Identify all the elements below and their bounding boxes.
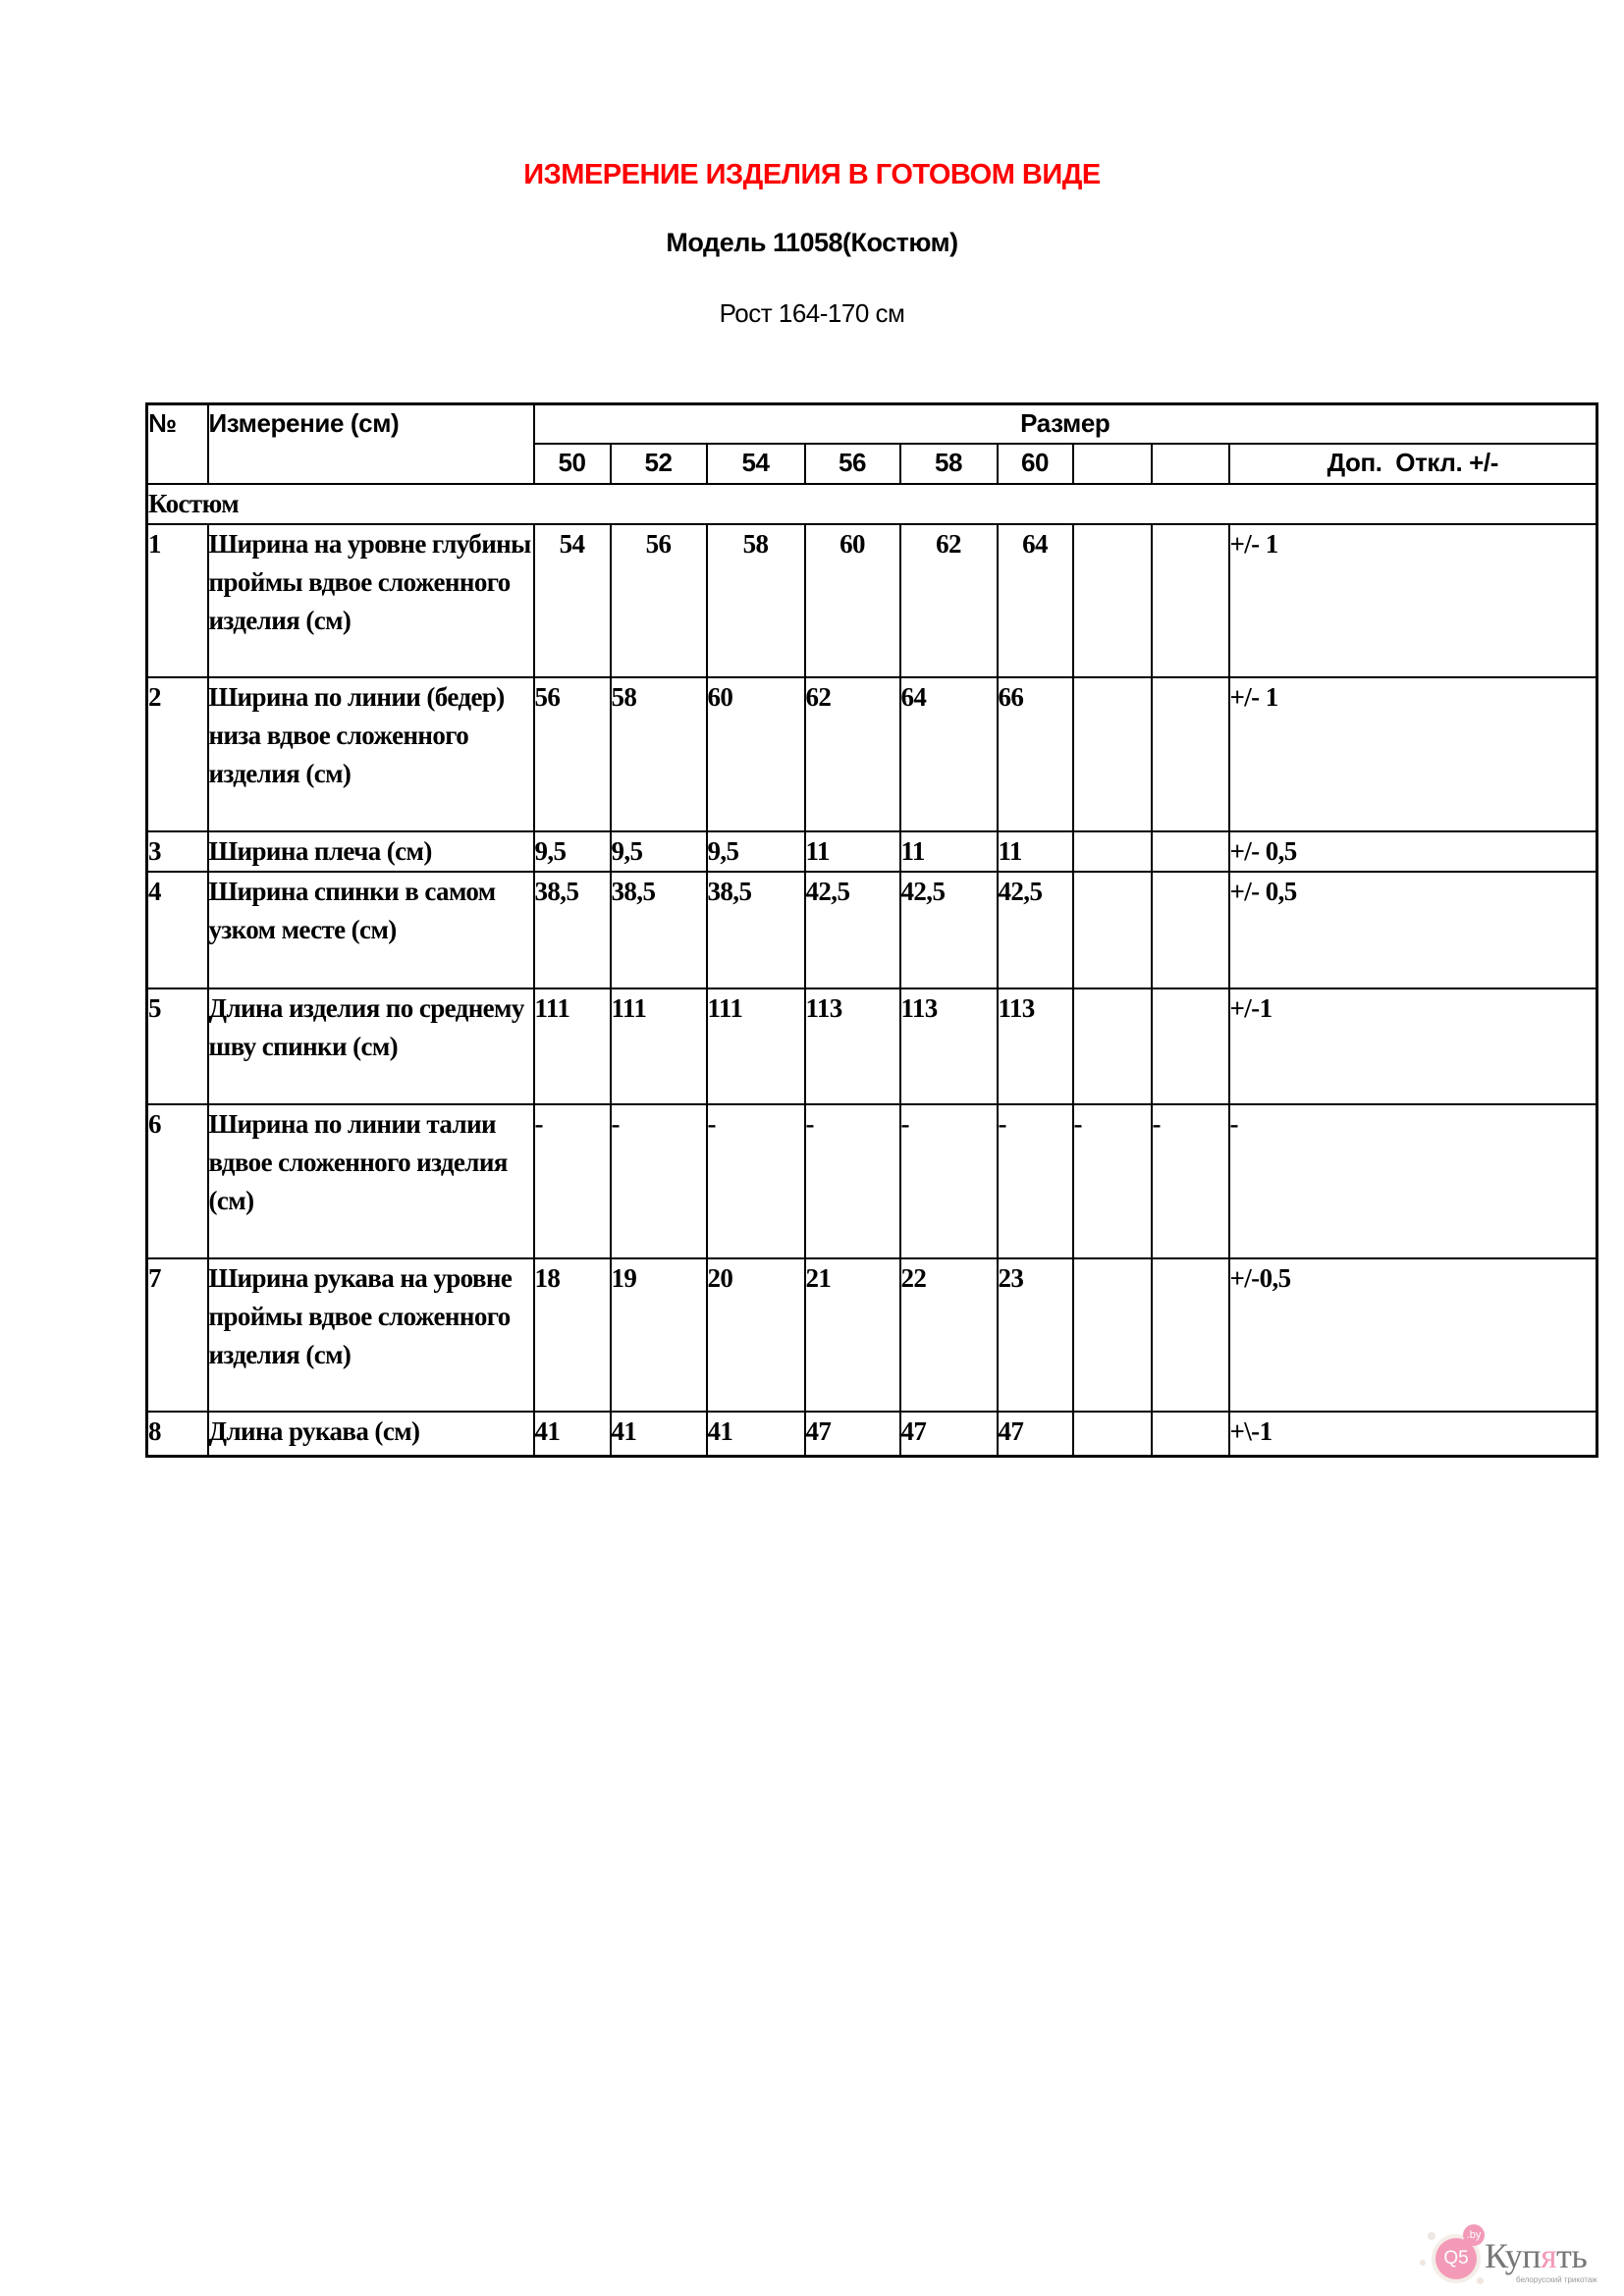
logo-by-badge: .by xyxy=(1463,2224,1485,2246)
measure-label: Длина изделия по среднему шву спинки (см) xyxy=(208,988,534,1104)
size-value xyxy=(1073,677,1152,831)
col-header-tolerance: Доп. Откл. +/- xyxy=(1229,444,1597,484)
model-name: Модель 11058(Костюм) xyxy=(666,228,958,257)
table-row xyxy=(147,1258,1597,1412)
size-value xyxy=(1152,1258,1229,1412)
row-number: 6 xyxy=(147,1104,208,1258)
size-value: 38,5 xyxy=(707,872,805,988)
size-value: 113 xyxy=(805,988,900,1104)
tolerance-value: +/-1 xyxy=(1229,988,1597,1104)
size-value: 20 xyxy=(707,1258,805,1412)
document-title: ИЗМЕРЕНИЕ ИЗДЕЛИЯ В ГОТОВОМ ВИДЕ xyxy=(523,159,1101,190)
row-number: 2 xyxy=(147,677,208,831)
measure-label: Ширина по линии талии вдвое сложенного изделия (см) xyxy=(208,1104,534,1258)
size-header: 56 xyxy=(805,444,900,484)
size-header: 54 xyxy=(707,444,805,484)
header-row xyxy=(147,404,1597,445)
size-value: 66 xyxy=(998,677,1073,831)
measure-label: Ширина плеча (см) xyxy=(208,831,534,872)
measure-label: Ширина на уровне глубины проймы вдвое сложенного изделия (см) xyxy=(208,524,534,677)
table-row xyxy=(147,988,1597,1104)
size-value: 113 xyxy=(900,988,998,1104)
table-row xyxy=(147,677,1597,831)
size-value: 41 xyxy=(611,1412,707,1457)
size-header: 52 xyxy=(611,444,707,484)
size-value xyxy=(1152,677,1229,831)
decor-dot xyxy=(1477,2277,1484,2284)
size-value: 60 xyxy=(805,524,900,677)
size-header xyxy=(1073,444,1152,484)
table-row xyxy=(147,524,1597,677)
size-value xyxy=(1152,872,1229,988)
decor-dot xyxy=(1420,2260,1426,2266)
size-value xyxy=(1073,872,1152,988)
size-value: 42,5 xyxy=(900,872,998,988)
table-row xyxy=(147,1412,1597,1457)
site-logo xyxy=(1414,2220,1620,2289)
size-chart-table xyxy=(145,402,1598,1458)
size-value: 22 xyxy=(900,1258,998,1412)
size-value: 64 xyxy=(998,524,1073,677)
section-label: Костюм xyxy=(147,484,1597,524)
size-value xyxy=(1073,524,1152,677)
measure-label: Ширина рукава на уровне проймы вдвое сложенного изделия (см) xyxy=(208,1258,534,1412)
logo-brand xyxy=(1485,2236,1587,2275)
size-value: 58 xyxy=(611,677,707,831)
size-value xyxy=(1152,1412,1229,1457)
row-number: 4 xyxy=(147,872,208,988)
size-value: - xyxy=(1152,1104,1229,1258)
logo-tagline: белорусский трикотаж xyxy=(1516,2275,1597,2284)
table-row xyxy=(147,1104,1597,1258)
section-row xyxy=(147,484,1597,524)
measure-label: Длина рукава (см) xyxy=(208,1412,534,1457)
row-number: 1 xyxy=(147,524,208,677)
size-value: 111 xyxy=(534,988,611,1104)
size-value xyxy=(1073,988,1152,1104)
tolerance-value: +/-0,5 xyxy=(1229,1258,1597,1412)
size-value xyxy=(1073,831,1152,872)
tolerance-value: +/- 0,5 xyxy=(1229,831,1597,872)
size-value: 19 xyxy=(611,1258,707,1412)
measure-label: Ширина спинки в самом узком месте (см) xyxy=(208,872,534,988)
brand-part: Куп xyxy=(1485,2236,1542,2275)
size-value: 111 xyxy=(611,988,707,1104)
size-value xyxy=(1073,1258,1152,1412)
size-value: 42,5 xyxy=(998,872,1073,988)
height-range: Рост 164-170 см xyxy=(719,298,905,328)
brand-part-accent: я xyxy=(1541,2236,1557,2275)
size-value: 23 xyxy=(998,1258,1073,1412)
size-header: 60 xyxy=(998,444,1073,484)
row-number: 7 xyxy=(147,1258,208,1412)
size-value: - xyxy=(534,1104,611,1258)
row-number: 5 xyxy=(147,988,208,1104)
size-value: 11 xyxy=(998,831,1073,872)
size-header: 50 xyxy=(534,444,611,484)
col-header-measure: Измерение (см) xyxy=(208,404,534,485)
size-value xyxy=(1073,1412,1152,1457)
size-value: 47 xyxy=(805,1412,900,1457)
tolerance-value: +\-1 xyxy=(1229,1412,1597,1457)
size-value: 62 xyxy=(900,524,998,677)
size-header xyxy=(1152,444,1229,484)
col-header-size-group: Размер xyxy=(534,404,1597,445)
size-value: 21 xyxy=(805,1258,900,1412)
size-value: 58 xyxy=(707,524,805,677)
tolerance-value: +/- 0,5 xyxy=(1229,872,1597,988)
brand-part: ть xyxy=(1556,2236,1588,2275)
size-value: 47 xyxy=(998,1412,1073,1457)
size-value: - xyxy=(707,1104,805,1258)
size-value: 41 xyxy=(707,1412,805,1457)
size-value: - xyxy=(805,1104,900,1258)
size-value: 54 xyxy=(534,524,611,677)
size-value: - xyxy=(611,1104,707,1258)
size-value xyxy=(1152,524,1229,677)
size-value: 56 xyxy=(611,524,707,677)
size-value: 47 xyxy=(900,1412,998,1457)
size-value: 41 xyxy=(534,1412,611,1457)
size-value: 62 xyxy=(805,677,900,831)
size-value: 9,5 xyxy=(534,831,611,872)
decor-dot xyxy=(1428,2232,1435,2240)
logo-badge-icon: Q5 xyxy=(1435,2238,1477,2279)
size-value: 11 xyxy=(900,831,998,872)
size-header: 58 xyxy=(900,444,998,484)
size-value: 11 xyxy=(805,831,900,872)
size-value: - xyxy=(1073,1104,1152,1258)
size-value: 113 xyxy=(998,988,1073,1104)
size-value: 18 xyxy=(534,1258,611,1412)
size-value: 60 xyxy=(707,677,805,831)
col-header-num: № xyxy=(147,404,208,485)
size-value: 111 xyxy=(707,988,805,1104)
size-value xyxy=(1152,988,1229,1104)
size-value: - xyxy=(998,1104,1073,1258)
size-value: - xyxy=(900,1104,998,1258)
size-value: 9,5 xyxy=(707,831,805,872)
size-value: 56 xyxy=(534,677,611,831)
row-number: 8 xyxy=(147,1412,208,1457)
tolerance-value: - xyxy=(1229,1104,1597,1258)
size-value: 9,5 xyxy=(611,831,707,872)
size-value: 42,5 xyxy=(805,872,900,988)
size-value xyxy=(1152,831,1229,872)
tolerance-value: +/- 1 xyxy=(1229,677,1597,831)
size-value: 64 xyxy=(900,677,998,831)
size-value: 38,5 xyxy=(611,872,707,988)
measure-label: Ширина по линии (бедер) низа вдвое сложенного изделия (см) xyxy=(208,677,534,831)
size-value: 38,5 xyxy=(534,872,611,988)
tolerance-value: +/- 1 xyxy=(1229,524,1597,677)
table-row xyxy=(147,872,1597,988)
row-number: 3 xyxy=(147,831,208,872)
table-row xyxy=(147,831,1597,872)
